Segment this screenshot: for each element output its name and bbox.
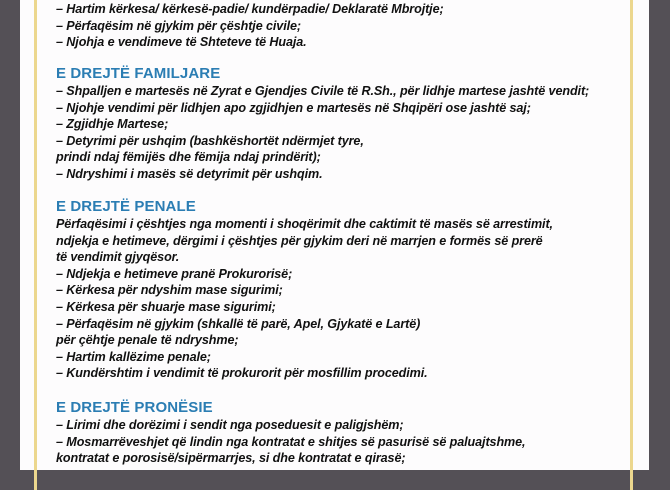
list-item-continuation: kontratat e porosisë/sipërmarrjes, si dhe kontratat e qirasë;	[56, 451, 406, 466]
section-heading: E DREJTË FAMILJARE	[56, 65, 221, 82]
list-item: – Hartim kallëzime penale;	[56, 349, 211, 364]
list-item: – Përfaqësim në gjykim për çështje civile;	[56, 18, 301, 33]
intro-text: të vendimit gjyqësor.	[56, 250, 180, 265]
intro-text: ndjekja e hetimeve, dërgimi i çështjes për gjykim deri në marrjen e formës së prerë	[56, 233, 543, 248]
list-item: – Zgjidhje Martese;	[56, 117, 169, 132]
list-item: – Ndjekja e hetimeve pranë Prokurorisë;	[56, 266, 293, 281]
list-item-continuation: për çëhtje penale të ndryshme;	[56, 333, 239, 348]
list-item: – Kërkesa për shuarje mase sigurimi;	[56, 299, 276, 314]
list-item-continuation: prindi ndaj fëmijës dhe fëmija ndaj prindërit);	[56, 150, 321, 165]
list-item: – Lirimi dhe dorëzimi i sendit nga poseduesit e paligjshëm;	[56, 418, 404, 432]
list-item: – Kundërshtim i vendimit të prokurorit për mosfillim procedimi.	[56, 366, 428, 381]
section-heading: E DREJTË PRONËSIE	[56, 399, 213, 416]
section-family-law	[56, 65, 589, 183]
section-civil-continued	[56, 1, 444, 51]
list-item: – Kërkesa për ndyshim mase sigurimi;	[56, 283, 283, 298]
list-item: – Njohje vendimi për lidhjen apo zgjidhjen e martesës në Shqipëri ose jashtë saj;	[56, 100, 531, 115]
list-item: – Njohja e vendimeve të Shteteve të Huaja.	[56, 35, 307, 50]
intro-text: Përfaqësimi i çështjes nga momenti i shoqërimit dhe caktimit të masës së arrestimit,	[56, 217, 553, 231]
list-item: – Ndryshimi i masës së detyrimit për ushqim.	[56, 166, 323, 181]
section-criminal-law	[56, 198, 553, 382]
list-item: – Hartim kërkesa/ kërkesë-padie/ kundërpadie/ Deklaratë Mbrojtje;	[56, 2, 444, 16]
list-item: – Mosmarrëveshjet që lindin nga kontratat e shitjes së pasurisë së paluajtshme,	[56, 434, 526, 449]
document-page	[20, 0, 649, 470]
list-item: – Detyrimi për ushqim (bashkëshortët ndërmjet tyre,	[56, 133, 364, 148]
section-heading: E DREJTË PENALE	[56, 198, 196, 215]
list-item: – Shpalljen e martesës në Zyrat e Gjendjes Civile të R.Sh., për lidhje martese jashtë vendit;	[56, 84, 590, 98]
list-item: – Përfaqësim në gjykim (shkallë të parë, Apel, Gjykatë e Lartë)	[56, 316, 421, 331]
section-property-law	[56, 399, 525, 467]
